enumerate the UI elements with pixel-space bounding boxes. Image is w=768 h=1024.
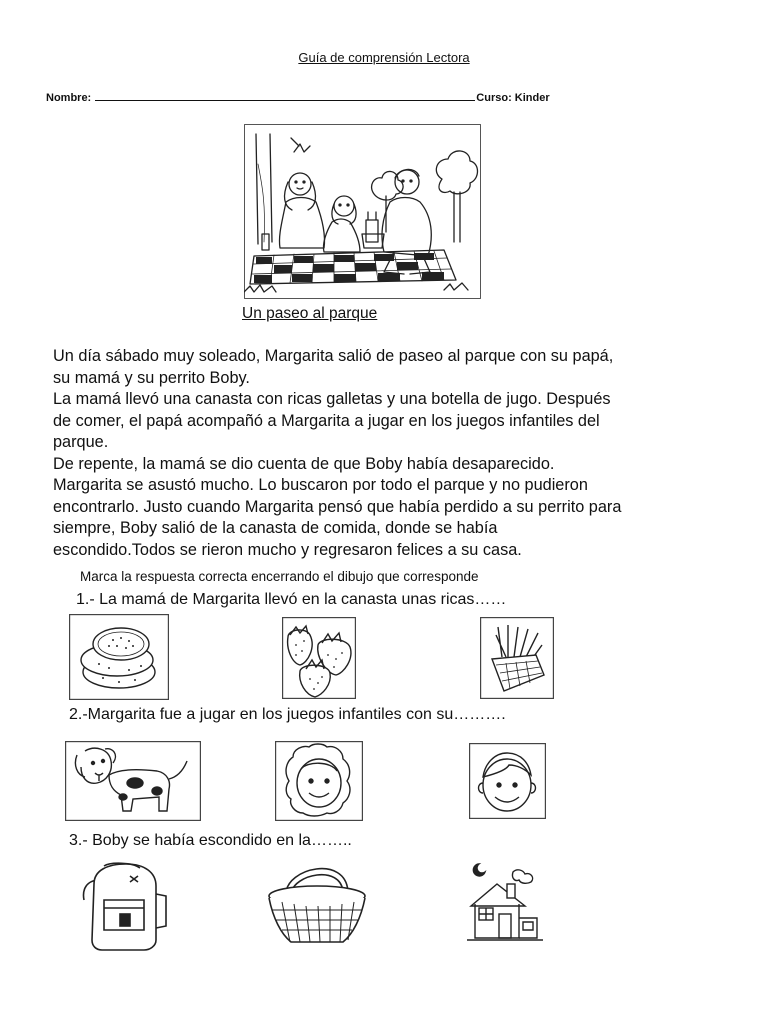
strawberries-icon (282, 617, 356, 699)
course-label: Curso: Kinder (476, 92, 550, 104)
answer-option-house[interactable] (463, 858, 547, 948)
name-blank-line[interactable] (95, 90, 475, 101)
answer-option-dog[interactable] (65, 741, 201, 821)
question-2: 2.-Margarita fue a jugar en los juegos infantiles con su………. (69, 706, 506, 723)
story-line: De repente, la mamá se dio cuenta de que Boby había desaparecido. (53, 454, 555, 473)
story-line: parque. (53, 433, 109, 451)
backpack-icon (74, 860, 170, 952)
answer-option-strawberries[interactable] (282, 617, 356, 699)
answer-option-girl[interactable] (275, 741, 363, 821)
story-text (53, 346, 713, 561)
story-line: La mamá llevó una canasta con ricas galletas y una botella de jugo. Después (53, 390, 611, 408)
story-line: Margarita se asustó mucho. Lo buscaron por todo el parque y no pudieron (53, 476, 588, 494)
story-line: de comer, el papá acompañó a Margarita a jugar en los juegos infantiles del (53, 411, 600, 430)
picnic-illustration (244, 124, 481, 299)
story-line: su mamá y su perrito Boby. (53, 368, 250, 387)
answer-option-cookies[interactable] (69, 614, 169, 700)
story-line: Un día sábado muy soleado, Margarita salió de paseo al parque con su papá, (53, 347, 614, 365)
name-field-row (46, 90, 550, 104)
answer-option-basket[interactable] (264, 858, 370, 950)
story-line: encontrarlo. Justo cuando Margarita pensó que había perdido a su perrito para (53, 497, 622, 516)
house-icon (463, 858, 547, 948)
basket-icon (264, 858, 370, 950)
boy-face-icon (469, 743, 546, 819)
quiz-instruction: Marca la respuesta correcta encerrando el dibujo que corresponde (80, 569, 479, 584)
question-1: 1.- La mamá de Margarita llevó en la canasta unas ricas…… (76, 591, 507, 608)
story-title: Un paseo al parque (242, 305, 378, 322)
story-line: siempre, Boby salió de la canasta de comida, donde se había (53, 519, 498, 537)
name-label: Nombre: (46, 92, 92, 104)
question-3: 3.- Boby se había escondido en la…….. (69, 832, 352, 849)
cookies-icon (69, 614, 169, 700)
girl-face-icon (275, 741, 363, 821)
story-line: escondido.Todos se rieron mucho y regresaron felices a su casa. (53, 540, 522, 559)
answer-option-french-fries[interactable] (480, 617, 554, 699)
worksheet-title: Guía de comprensión Lectora (298, 50, 470, 65)
french-fries-icon (480, 617, 554, 699)
dog-icon (65, 741, 201, 821)
answer-option-boy[interactable] (469, 743, 546, 819)
answer-option-backpack[interactable] (74, 860, 170, 952)
